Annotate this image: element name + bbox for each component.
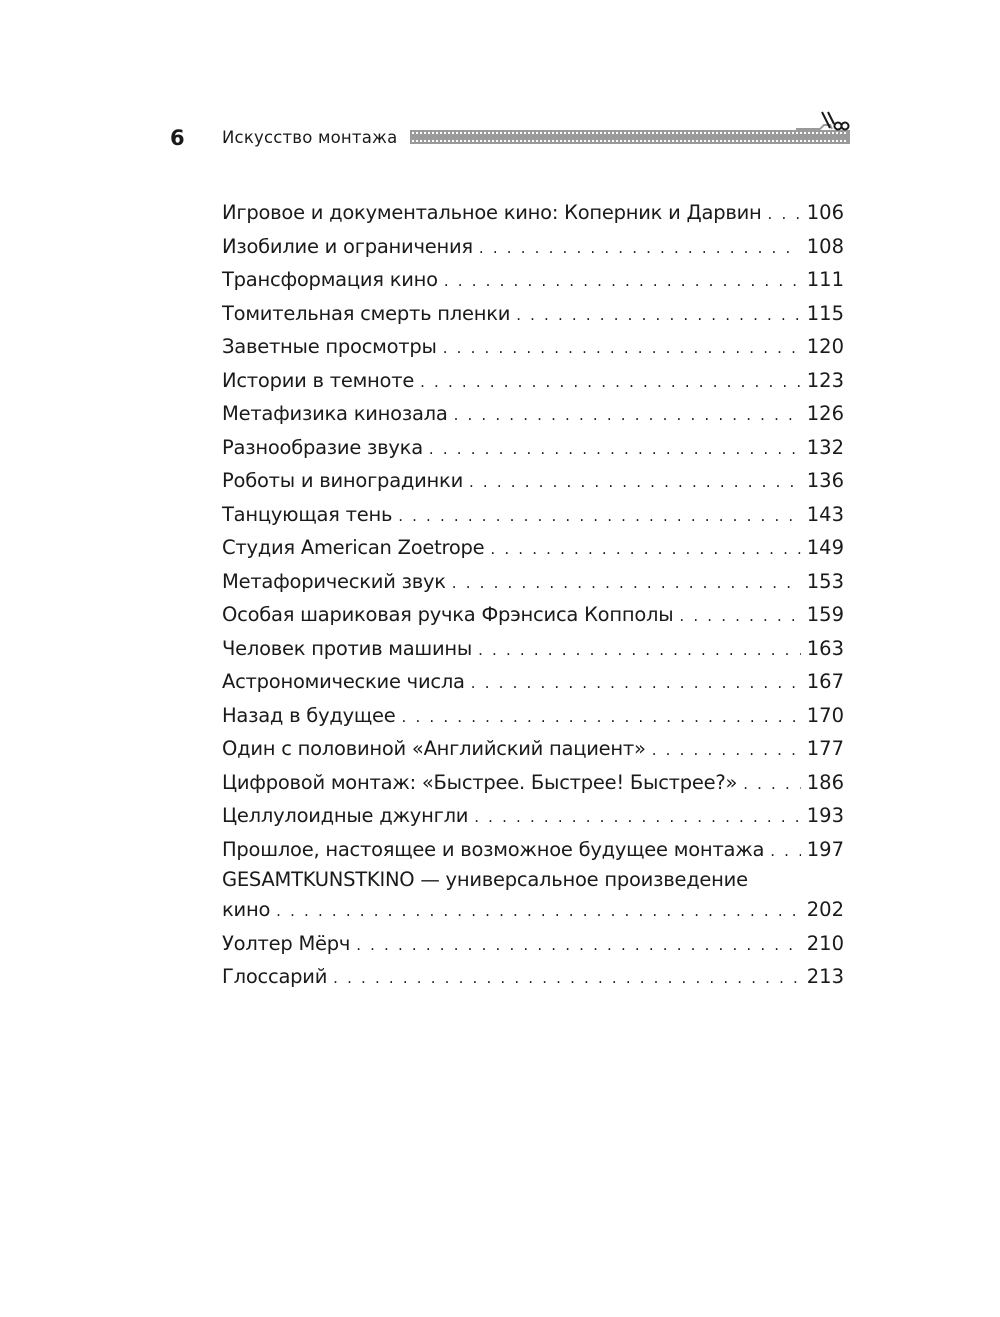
leader-dots [471,667,801,701]
toc-entry[interactable] [222,397,844,431]
toc-entry[interactable] [222,632,844,666]
leader-dots [743,768,801,802]
leader-dots [474,801,801,835]
toc-entry-title: Трансформация кино [222,268,438,291]
toc-entry-page: 111 [806,268,844,291]
toc-entry-page: 115 [806,301,844,325]
toc-entry-title: Человек против машины [222,636,473,660]
toc-entry-title: Глоссарий [222,965,328,988]
leader-dots [420,366,801,400]
toc-entry[interactable] [222,598,844,632]
toc-entry[interactable] [222,230,844,264]
toc-entry-title: Один с половиной «Английский пациент» [222,737,646,760]
toc-entry-page: 167 [806,670,844,693]
toc-entry-page: 153 [806,569,844,593]
toc-entry[interactable] [222,431,844,465]
toc-entry[interactable] [222,531,844,565]
leader-dots [679,600,800,634]
toc-entry-page: 136 [806,469,844,492]
toc-entry-title: Игровое и документальное кино: Коперник и Дарвин [222,201,762,224]
toc-entry-title: Прошлое, настоящее и возможное будущее монтажа [222,837,765,861]
leader-dots [469,466,801,500]
page-number: 6 [170,126,185,150]
toc-entry-page: 126 [806,402,844,425]
leader-dots [768,198,801,232]
leader-dots [479,232,801,266]
toc-entry-title: Целлулоидные джунгли [222,804,469,827]
leader-dots [454,399,801,433]
toc-entry-title: Разнообразие звука [222,435,423,459]
toc-entry-page: 202 [806,898,844,921]
toc-entry-page: 143 [806,502,844,526]
toc-entry-title: Томительная смерть пленки [222,301,511,325]
toc-entry-title-line1: GESAMTKUNSTKINO — универсальное произведение [222,868,748,891]
running-title: Искусство монтажа [222,128,398,147]
leader-dots [356,929,801,963]
leader-dots [402,701,801,735]
leader-dots [444,265,801,299]
toc-entry-page: 197 [806,837,844,861]
toc-entry[interactable] [222,565,844,599]
toc-entry-page: 132 [806,435,844,459]
leader-dots [770,835,801,869]
toc-entry-title: Истории в темноте [222,368,415,392]
toc-entry[interactable] [222,960,844,994]
toc-entry-title: Особая шариковая ручка Фрэнсиса Копполы [222,603,674,626]
toc-entry-page: 213 [806,965,844,988]
leader-dots [443,332,801,366]
toc-entry[interactable] [222,263,844,297]
toc-entry-title: Танцующая тень [222,502,393,526]
scissors-icon [794,108,850,134]
toc-entry[interactable] [222,833,844,867]
toc-entry-page: 159 [806,603,844,626]
toc-entry-page: 123 [806,368,844,392]
leader-dots [490,533,800,567]
toc-entry[interactable] [222,330,844,364]
toc-entry-title: Метафорический звук [222,569,446,593]
table-of-contents [222,196,844,994]
toc-entry-title: Изобилие и ограничения [222,234,473,258]
toc-entry[interactable] [222,866,844,927]
page-header [170,122,850,152]
toc-entry-page: 177 [806,737,844,760]
toc-entry-title: Астрономические числа [222,670,465,693]
toc-entry-page: 120 [806,335,844,358]
leader-dots [429,433,801,467]
toc-entry-title: Роботы и виноградинки [222,469,463,492]
toc-entry-title: Заветные просмотры [222,335,437,358]
toc-entry[interactable] [222,464,844,498]
leader-dots [333,962,801,996]
toc-entry-page: 170 [806,703,844,727]
toc-entry-title: Метафизика кинозала [222,402,448,425]
film-strip-rule [410,130,850,144]
toc-entry-page: 193 [806,804,844,827]
toc-entry[interactable] [222,766,844,800]
toc-entry-title: Уолтер Мёрч [222,931,351,955]
toc-entry[interactable] [222,927,844,961]
toc-entry-page: 163 [806,636,844,660]
toc-entry[interactable] [222,498,844,532]
toc-entry-title: Студия American Zoetrope [222,536,485,559]
toc-entry[interactable] [222,297,844,331]
toc-entry-page: 149 [806,536,844,559]
leader-dots [452,567,801,601]
leader-dots [478,634,801,668]
toc-entry-title: Цифровой монтаж: «Быстрее. Быстрее! Быстрее?» [222,770,738,794]
leader-dots [516,299,801,333]
toc-entry[interactable] [222,699,844,733]
leader-dots [652,734,801,768]
toc-entry[interactable] [222,196,844,230]
toc-entry[interactable] [222,364,844,398]
toc-entry-title: Назад в будущее [222,703,396,727]
toc-entry-page: 108 [806,234,844,258]
toc-entry-page: 210 [806,931,844,955]
toc-entry-page: 186 [806,770,844,794]
toc-entry-title-line2: кино [222,898,271,921]
leader-dots [276,895,801,929]
toc-entry[interactable] [222,799,844,833]
leader-dots [398,500,801,534]
toc-entry-page: 106 [806,201,844,224]
toc-entry[interactable] [222,732,844,766]
toc-entry[interactable] [222,665,844,699]
